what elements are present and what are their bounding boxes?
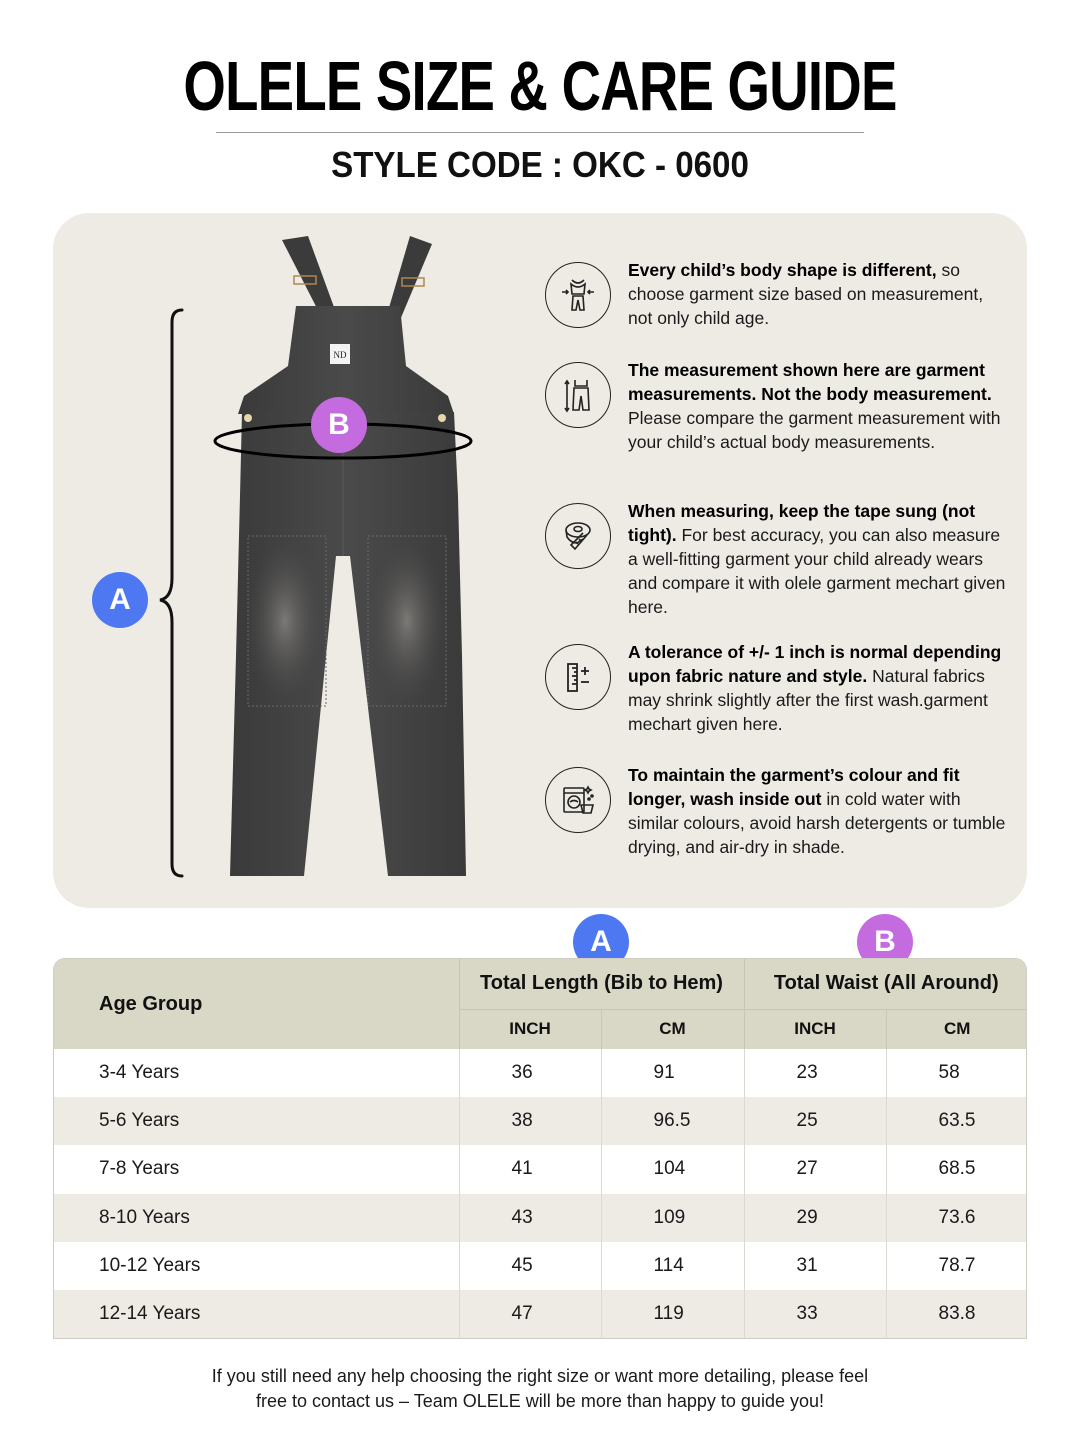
title-divider — [216, 132, 864, 133]
age-cell: 12-14 Years — [54, 1290, 459, 1338]
header-age-group: Age Group — [54, 959, 459, 1049]
length-inch-cell: 43 — [459, 1194, 601, 1242]
style-code: STYLE CODE : OKC - 0600 — [331, 144, 749, 185]
waist-inch-cell: 23 — [744, 1049, 886, 1097]
waist-cm-cell: 63.5 — [886, 1097, 1027, 1145]
waist-cm-cell: 73.6 — [886, 1194, 1027, 1242]
marker-a-badge: A — [92, 572, 148, 628]
footer-line-1: If you still need any help choosing the right size or want more detailing, please feel — [211, 1366, 869, 1386]
overalls-illustration — [210, 236, 480, 876]
age-cell: 10-12 Years — [54, 1242, 459, 1290]
length-brace-icon — [158, 308, 188, 878]
header-length-cm: CM — [601, 1009, 744, 1049]
note-1-text: so choose garment size based on measurement, not only child age. — [628, 260, 984, 328]
length-cm-cell: 114 — [601, 1242, 744, 1290]
length-inch-cell: 41 — [459, 1145, 601, 1193]
header-waist-cm: CM — [886, 1009, 1027, 1049]
waist-cm-cell: 83.8 — [886, 1290, 1027, 1338]
length-inch-cell: 45 — [459, 1242, 601, 1290]
table-row — [54, 1242, 1027, 1290]
waist-inch-cell: 33 — [744, 1290, 886, 1338]
body-shape-icon — [545, 262, 611, 328]
measuring-tape-icon — [545, 503, 611, 569]
waist-inch-cell: 31 — [744, 1242, 886, 1290]
waist-inch-cell: 29 — [744, 1194, 886, 1242]
svg-text:ND: ND — [333, 350, 347, 360]
washing-machine-icon — [545, 767, 611, 833]
note-5-text: in cold water with similar colours, avoid harsh detergents or tumble drying, and air-dry in shade. — [628, 789, 1006, 857]
marker-b-badge: B — [311, 397, 367, 453]
length-cm-cell: 119 — [601, 1290, 744, 1338]
age-cell: 7-8 Years — [54, 1145, 459, 1193]
waist-inch-cell: 27 — [744, 1145, 886, 1193]
length-cm-cell: 109 — [601, 1194, 744, 1242]
waist-column-badge: B — [857, 914, 913, 970]
footer-line-2: free to contact us – Team OLELE will be more than happy to guide you! — [255, 1391, 824, 1411]
garment-measure-icon — [545, 362, 611, 428]
length-cm-cell: 96.5 — [601, 1097, 744, 1145]
waist-inch-cell: 25 — [744, 1097, 886, 1145]
header-length-inch: INCH — [459, 1009, 601, 1049]
age-cell: 3-4 Years — [54, 1049, 459, 1097]
page-title: OLELE SIZE & CARE GUIDE — [183, 47, 897, 125]
header-total-waist: Total Waist (All Around) — [744, 959, 1027, 1009]
table-row — [54, 1290, 1027, 1338]
table-row — [54, 1145, 1027, 1193]
length-cm-cell: 91 — [601, 1049, 744, 1097]
waist-cm-cell: 68.5 — [886, 1145, 1027, 1193]
waist-cm-cell: 78.7 — [886, 1242, 1027, 1290]
header-waist-inch: INCH — [744, 1009, 886, 1049]
table-row — [54, 1049, 1027, 1097]
age-cell: 8-10 Years — [54, 1194, 459, 1242]
table-row — [54, 1097, 1027, 1145]
length-inch-cell: 36 — [459, 1049, 601, 1097]
age-cell: 5-6 Years — [54, 1097, 459, 1145]
length-cm-cell: 104 — [601, 1145, 744, 1193]
size-chart-table — [53, 958, 1027, 1339]
length-column-badge: A — [573, 914, 629, 970]
note-1-bold: Every child’s body shape is different, — [628, 260, 937, 280]
table-row — [54, 1194, 1027, 1242]
note-4-bold: A tolerance of +/- 1 inch is normal depending upon fabric nature and style. — [628, 642, 1002, 686]
ruler-tolerance-icon — [545, 644, 611, 710]
header-total-length: Total Length (Bib to Hem) — [459, 959, 744, 1009]
length-inch-cell: 38 — [459, 1097, 601, 1145]
note-5-bold: To maintain the garment’s colour and fit longer, wash inside out — [628, 765, 960, 809]
note-2-text: Please compare the garment measurement with your child’s actual body measurements. — [628, 408, 1001, 452]
note-3-text: For best accuracy, you can also measure a well-fitting garment your child already wears and compare it with olele garment mechart given here. — [628, 525, 1006, 617]
note-4-text: Natural fabrics may shrink slightly after the first wash.garment mechart given here. — [628, 666, 988, 734]
length-inch-cell: 47 — [459, 1290, 601, 1338]
note-2-bold: The measurement shown here are garment measurements. Not the body measurement. — [628, 360, 992, 404]
help-footer — [0, 1364, 1080, 1414]
waist-cm-cell: 58 — [886, 1049, 1027, 1097]
note-3-bold: When measuring, keep the tape sung (not tight). — [628, 501, 976, 545]
